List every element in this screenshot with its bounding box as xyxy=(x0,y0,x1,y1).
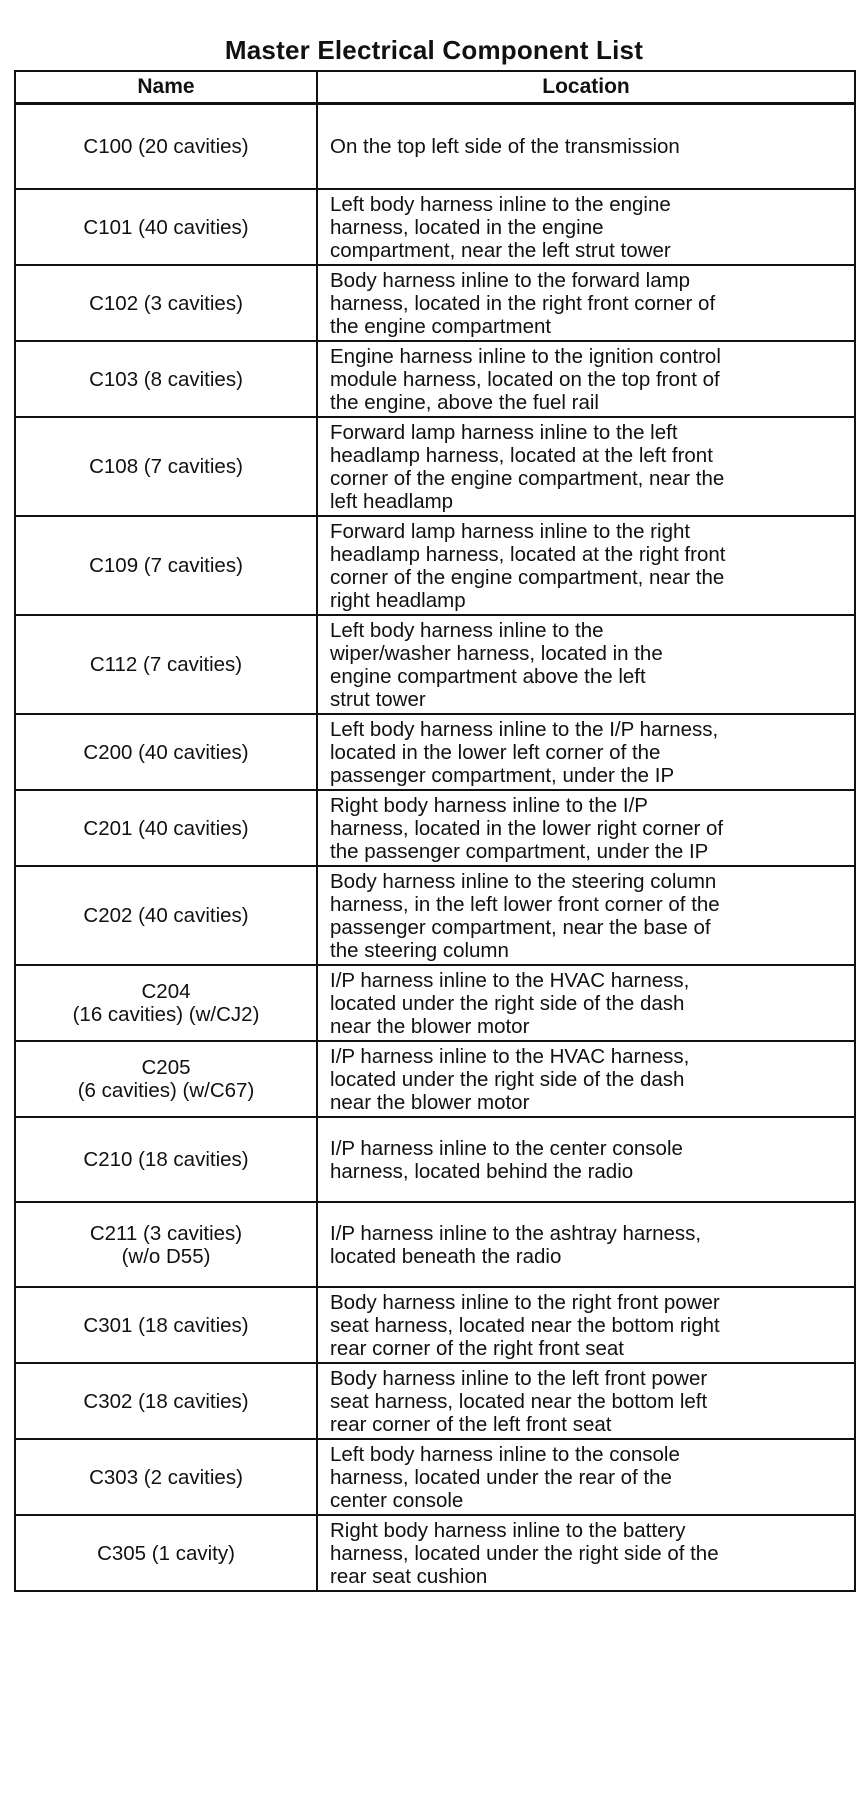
component-name: C301 (18 cavities) xyxy=(15,1287,317,1363)
component-name: C211 (3 cavities) (w/o D55) xyxy=(15,1202,317,1287)
component-location: Forward lamp harness inline to the left headlamp harness, located at the left front corner of the engine compartment, near the left headlamp xyxy=(317,417,855,516)
component-location: Left body harness inline to the wiper/washer harness, located in the engine compartment above the left strut tower xyxy=(317,615,855,714)
header-row xyxy=(15,71,855,104)
table-row xyxy=(15,265,855,341)
component-name: C204 (16 cavities) (w/CJ2) xyxy=(15,965,317,1041)
component-name: C305 (1 cavity) xyxy=(15,1515,317,1591)
table-row xyxy=(15,417,855,516)
table-row xyxy=(15,1117,855,1202)
component-name: C210 (18 cavities) xyxy=(15,1117,317,1202)
component-location: Body harness inline to the left front power seat harness, located near the bottom left rear corner of the left front seat xyxy=(317,1363,855,1439)
component-name: C102 (3 cavities) xyxy=(15,265,317,341)
component-name: C303 (2 cavities) xyxy=(15,1439,317,1515)
table-row xyxy=(15,341,855,417)
component-name: C302 (18 cavities) xyxy=(15,1363,317,1439)
table-row xyxy=(15,189,855,265)
component-location: Left body harness inline to the engine harness, located in the engine compartment, near the left strut tower xyxy=(317,189,855,265)
table-row xyxy=(15,1202,855,1287)
component-location: Body harness inline to the right front power seat harness, located near the bottom right rear corner of the right front seat xyxy=(317,1287,855,1363)
component-name: C100 (20 cavities) xyxy=(15,104,317,190)
component-location: Engine harness inline to the ignition control module harness, located on the top front of the engine, above the fuel rail xyxy=(317,341,855,417)
component-location: Body harness inline to the steering column harness, in the left lower front corner of the passenger compartment, near the base of the steering column xyxy=(317,866,855,965)
component-location: Body harness inline to the forward lamp harness, located in the right front corner of the engine compartment xyxy=(317,265,855,341)
component-name: C202 (40 cavities) xyxy=(15,866,317,965)
component-location: Right body harness inline to the I/P harness, located in the lower right corner of the passenger compartment, under the IP xyxy=(317,790,855,866)
table-row xyxy=(15,1287,855,1363)
component-location: I/P harness inline to the HVAC harness, located under the right side of the dash near the blower motor xyxy=(317,1041,855,1117)
component-location: Left body harness inline to the I/P harness, located in the lower left corner of the passenger compartment, under the IP xyxy=(317,714,855,790)
component-location: I/P harness inline to the ashtray harness, located beneath the radio xyxy=(317,1202,855,1287)
component-name: C205 (6 cavities) (w/C67) xyxy=(15,1041,317,1117)
table-row xyxy=(15,1439,855,1515)
table-row xyxy=(15,965,855,1041)
component-name: C112 (7 cavities) xyxy=(15,615,317,714)
component-location: I/P harness inline to the center console harness, located behind the radio xyxy=(317,1117,855,1202)
table-row xyxy=(15,615,855,714)
table-row xyxy=(15,866,855,965)
component-name: C101 (40 cavities) xyxy=(15,189,317,265)
component-location: Left body harness inline to the console harness, located under the rear of the center console xyxy=(317,1439,855,1515)
page-title: Master Electrical Component List xyxy=(224,35,644,65)
table-row xyxy=(15,104,855,190)
component-name: C108 (7 cavities) xyxy=(15,417,317,516)
table-row xyxy=(15,1515,855,1591)
component-location: On the top left side of the transmission xyxy=(317,104,855,190)
component-location: Right body harness inline to the battery harness, located under the right side of the rear seat cushion xyxy=(317,1515,855,1591)
component-name: C103 (8 cavities) xyxy=(15,341,317,417)
table-row xyxy=(15,1363,855,1439)
component-name: C200 (40 cavities) xyxy=(15,714,317,790)
component-table xyxy=(14,70,856,1592)
table-row xyxy=(15,714,855,790)
column-header-name: Name xyxy=(15,71,317,104)
component-location: I/P harness inline to the HVAC harness, located under the right side of the dash near the blower motor xyxy=(317,965,855,1041)
component-name: C109 (7 cavities) xyxy=(15,516,317,615)
component-name: C201 (40 cavities) xyxy=(15,790,317,866)
table-row xyxy=(15,790,855,866)
component-location: Forward lamp harness inline to the right headlamp harness, located at the right front corner of the engine compartment, near the right headlamp xyxy=(317,516,855,615)
column-header-location: Location xyxy=(317,71,855,104)
table-row xyxy=(15,516,855,615)
table-row xyxy=(15,1041,855,1117)
